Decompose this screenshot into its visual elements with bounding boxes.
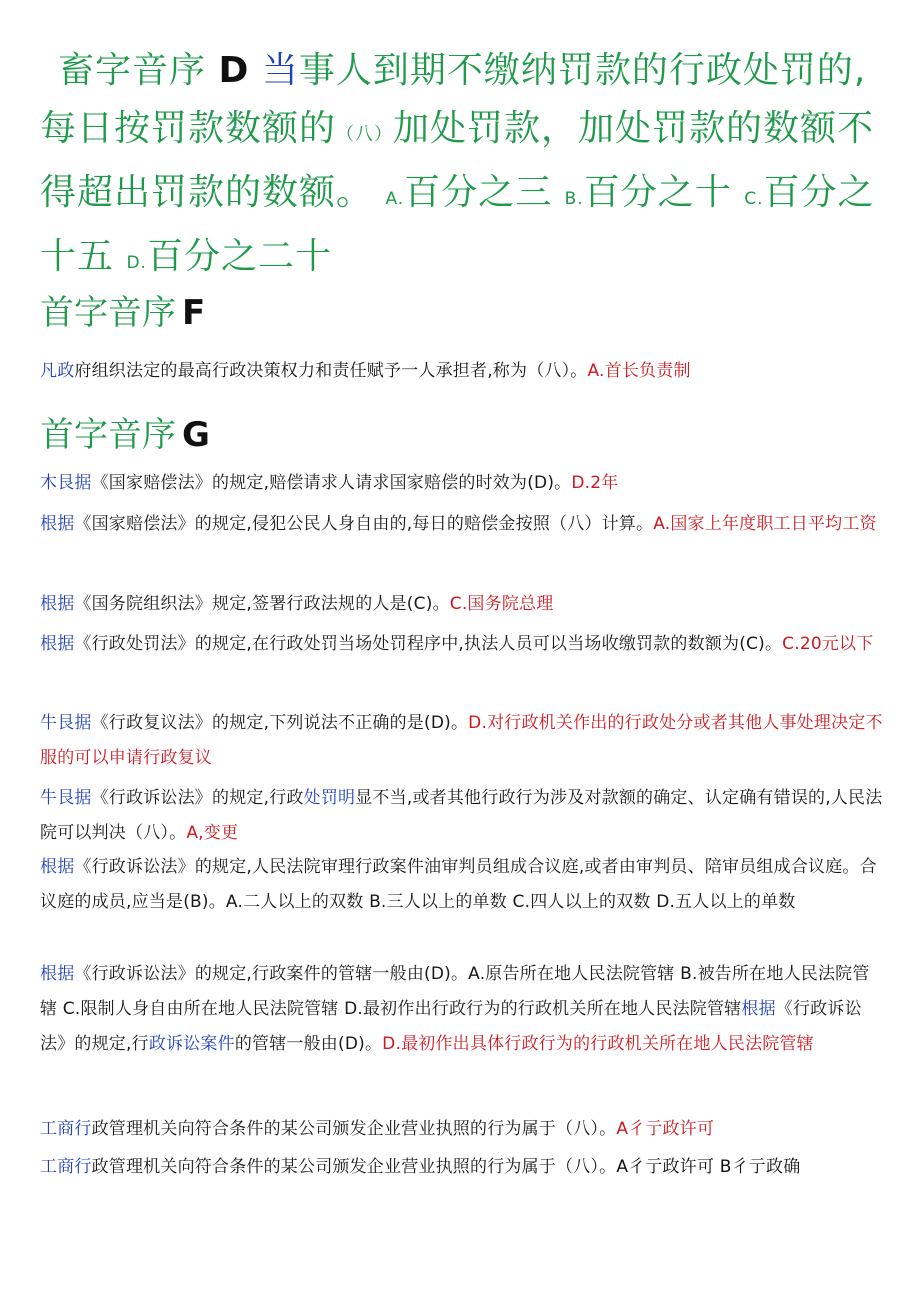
question-law: 《行政诉讼法》 <box>91 788 213 808</box>
question-answer: A彳亍政许可 B彳亍政确 <box>616 1157 801 1177</box>
question-body: 的规定,在行政处罚当场处罚程序中,执法人员可以当场收缴罚款的数额为(C)。 <box>194 634 783 654</box>
option-b-label: B. <box>564 189 584 209</box>
question-answer: C.20元以下 <box>782 634 874 654</box>
section-g-letter: G <box>182 415 210 455</box>
option-a-text: 百分之三 <box>404 172 553 213</box>
question-lead: 根据 <box>40 857 75 877</box>
section-d-paren: （八） <box>336 124 394 145</box>
section-f-letter: F <box>182 293 206 333</box>
question-lead: 根据 <box>40 964 75 984</box>
question-body-b: 显不当,或者其他行政行为涉及对款额的确定、认定确有错误的,人民法院可以判决（八）。 <box>40 788 883 843</box>
question-answer: C.国务院总理 <box>449 594 554 614</box>
section-d-question <box>40 42 890 292</box>
question-g6 <box>40 781 885 851</box>
question-body-2b: 的管辖一般由(D)。 <box>234 1034 383 1054</box>
question-blue-mid: 处罚明 <box>303 788 356 808</box>
question-answer: A彳亍政许可 <box>616 1119 715 1139</box>
question-g1 <box>40 466 885 501</box>
question-lead: 工商行 <box>40 1157 92 1177</box>
question-lead: 牛艮据 <box>40 788 92 808</box>
question-law: 《行政诉讼法》 <box>74 964 195 984</box>
question-answer: D.最初作出具体行政行为的行政机关所在地人民法院管辖 <box>382 1034 814 1054</box>
question-lead-2: 根据 <box>741 999 776 1019</box>
question-lead: 根据 <box>40 514 75 534</box>
question-body: 的规定,人民法院审理行政案件油审判员组成合议庭,或者由审判员、陪审员组成合议庭。合议庭的成员,应当是(B)。A.二人以上的双数 B.三人以上的单数 C.四人以上的双数 D.五人以上的单数 <box>40 857 877 912</box>
section-g-heading <box>40 415 210 455</box>
section-f-heading <box>40 293 205 333</box>
question-body-2a: 的规定,行 <box>74 1034 149 1054</box>
question-body: 政管理机关向符合条件的某公司颁发企业营业执照的行为属于（八）。 <box>91 1119 617 1139</box>
section-g-heading-text: 首字音序 <box>40 415 176 455</box>
question-body-a: 的规定,行政 <box>212 788 304 808</box>
option-d-label: D. <box>126 253 147 273</box>
section-d-body1: 事人到期不缴纳罚款的行政处罚的,每日按罚款数额的 <box>40 50 867 149</box>
question-law: 《行政诉讼法》 <box>74 857 195 877</box>
question-answer: D.对行政机关作出的行政处分或者其他人事处理决定不服的可以申请行政复议 <box>40 713 883 768</box>
question-g8 <box>40 957 885 1062</box>
question-g4 <box>40 627 885 662</box>
section-d-letter: D <box>218 50 250 91</box>
question-g3 <box>40 587 885 622</box>
question-g10 <box>40 1150 885 1185</box>
question-body: 《国家赔偿法》的规定,赔偿请求人请求国家赔偿的时效为(D)。 <box>91 473 572 493</box>
question-law-2: 《行政诉讼法》 <box>40 999 862 1054</box>
question-body: 政管理机关向符合条件的某公司颁发企业营业执照的行为属于（八）。 <box>91 1157 617 1177</box>
section-f-heading-text: 首字音序 <box>40 293 176 333</box>
option-b-text: 百分之十 <box>583 172 732 213</box>
question-body: 《行政复议法》的规定,下列说法不正确的是(D)。 <box>91 713 469 733</box>
question-body: 的规定,行政案件的管辖一般由(D)。A.原告所在地人民法院管辖 B.被告所在地人民法院管辖 C.限制人身自由所在地人民法院管辖 D.最初作出行政行为的行政机关所在地人民法院管辖 <box>40 964 870 1019</box>
option-a-label: A. <box>385 189 405 209</box>
question-g9 <box>40 1112 885 1147</box>
question-g2 <box>40 507 885 542</box>
question-law: 《行政处罚法》 <box>74 634 195 654</box>
option-c-label: C. <box>744 189 764 209</box>
question-blue-mid-2: 政诉讼案件 <box>148 1034 235 1054</box>
question-answer: A.首长负责制 <box>587 361 691 381</box>
question-lead: 凡政 <box>40 361 75 381</box>
question-body: 府组织法定的最高行政决策权力和责任赋予一人承担者,称为（八）。 <box>74 361 588 381</box>
section-d-body2: 加处罚款，加处罚款的数额不得超出罚款的数额。 <box>40 108 875 213</box>
question-lead: 木艮据 <box>40 473 92 493</box>
question-answer: A,变更 <box>186 823 239 843</box>
section-d-heading-lead: 畜字音序 <box>58 50 207 91</box>
section-d-blue-start: 当 <box>261 50 299 91</box>
question-lead: 工商行 <box>40 1119 92 1139</box>
question-answer: A.国家上年度职工日平均工资 <box>653 514 877 534</box>
question-lead: 根据 <box>40 594 75 614</box>
option-d-text: 百分之二十 <box>146 236 332 277</box>
question-body: 《国家赔偿法》的规定,侵犯公民人身自由的,每日的赔偿金按照（八）计算。 <box>74 514 654 534</box>
question-g7 <box>40 850 885 920</box>
question-f1 <box>40 354 885 389</box>
question-lead: 牛艮据 <box>40 713 92 733</box>
question-body: 《国务院组织法》规定,签署行政法规的人是(C)。 <box>74 594 450 614</box>
question-answer: D.2年 <box>571 473 619 493</box>
question-lead: 根据 <box>40 634 75 654</box>
option-c-text: 百分之十五 <box>40 172 875 277</box>
question-g5 <box>40 706 885 776</box>
